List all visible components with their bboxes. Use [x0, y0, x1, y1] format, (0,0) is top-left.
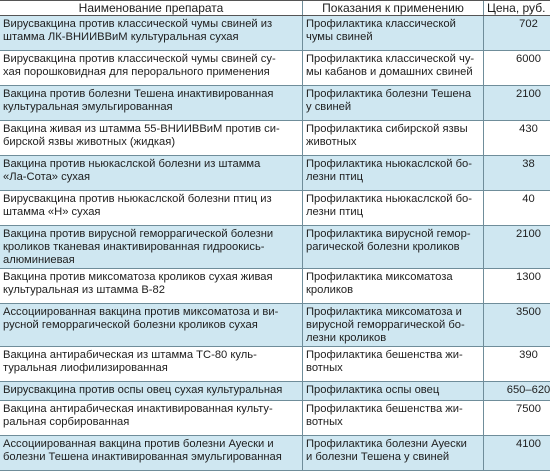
indication-cell-line: рагической болезни кроликов	[306, 241, 480, 254]
drug-name-cell-line: Вакцина антирабическая инактивированная культу-	[3, 403, 299, 416]
drug-name-cell-line: штамма ЛК-ВНИИВВиМ культуральная сухая	[3, 31, 299, 44]
price-cell: 4100	[484, 436, 550, 471]
indication-cell-line: Профилактика классической чу-	[306, 53, 480, 66]
column-header-indication: Показания к применению	[303, 1, 484, 16]
drug-name-cell-line: Вакцина против вирусной геморрагической болезни	[3, 228, 299, 241]
table-row	[0, 191, 550, 226]
drug-name-cell	[0, 347, 303, 382]
price-cell: 38	[484, 156, 550, 191]
indication-cell-line: вотных	[306, 416, 480, 429]
drug-name-cell-line: культуральная из штамма В-82	[3, 284, 299, 297]
indication-cell	[303, 436, 484, 471]
indication-cell-line: вирусной геморрагической бо-	[306, 319, 480, 332]
table-row	[0, 304, 550, 347]
table-row	[0, 347, 550, 382]
drug-name-cell	[0, 401, 303, 436]
price-cell: 390	[484, 347, 550, 382]
price-cell: 7500	[484, 401, 550, 436]
drug-name-cell-line: Вакцина антирабическая из штамма ТС-80 куль-	[3, 349, 299, 362]
price-cell: 2100	[484, 86, 550, 121]
indication-cell-line: мы кабанов и домашних свиней	[306, 66, 480, 79]
price-cell: 40	[484, 191, 550, 226]
drug-name-cell-line: бирской язвы животных (жидкая)	[3, 136, 299, 149]
indication-cell	[303, 156, 484, 191]
drug-name-cell-line: Вакцина против миксоматоза кроликов сухая живая	[3, 271, 299, 284]
indication-cell-line: лезни птиц	[306, 206, 480, 219]
drug-name-cell-line: алюминиевая	[3, 254, 299, 267]
indication-cell	[303, 401, 484, 436]
drug-name-cell-line: Вакцина против ньюкаслской болезни из штамма	[3, 158, 299, 171]
drug-name-cell	[0, 269, 303, 304]
indication-cell	[303, 382, 484, 401]
indication-cell-line: Профилактика миксоматоза	[306, 271, 480, 284]
indication-cell-line: Профилактика оспы овец	[306, 384, 480, 397]
indication-cell-line: Профилактика ньюкаслской бо-	[306, 193, 480, 206]
drug-name-cell-line: Ассоциированная вакцина против болезни Ауески и	[3, 438, 299, 451]
drug-name-cell-line: штамма «Н» сухая	[3, 206, 299, 219]
indication-cell	[303, 269, 484, 304]
indication-cell	[303, 191, 484, 226]
indication-cell	[303, 121, 484, 156]
indication-cell-line: Профилактика ньюкаслской бо-	[306, 158, 480, 171]
price-cell: 702	[484, 16, 550, 51]
drug-name-cell-line: Ассоциированная вакцина против миксоматоза и ви-	[3, 306, 299, 319]
table-row	[0, 86, 550, 121]
indication-cell-line: Профилактика классической	[306, 18, 480, 31]
indication-cell-line: Профилактика бешенства жи-	[306, 349, 480, 362]
drug-name-cell-line: кроликов тканевая инактивированная гидроокись-	[3, 241, 299, 254]
indication-cell	[303, 304, 484, 347]
indication-cell-line: Профилактика болезни Тешена	[306, 88, 480, 101]
indication-cell-line: чумы свиней	[306, 31, 480, 44]
indication-cell-line: Профилактика болезни Ауески	[306, 438, 480, 451]
drug-name-cell	[0, 156, 303, 191]
table-row	[0, 51, 550, 86]
drug-name-cell	[0, 226, 303, 269]
table-row	[0, 16, 550, 51]
indication-cell-line: у свиней	[306, 101, 480, 114]
table-row	[0, 121, 550, 156]
drug-name-cell-line: Вирусвакцина против оспы овец сухая культуральная	[3, 384, 299, 397]
drug-name-cell	[0, 382, 303, 401]
column-header-name: Наименование препарата	[0, 1, 303, 16]
table-row	[0, 401, 550, 436]
drug-name-cell	[0, 51, 303, 86]
column-header-price: Цена, руб.	[484, 1, 550, 16]
indication-cell	[303, 226, 484, 269]
table-body	[0, 16, 550, 471]
drug-name-cell	[0, 436, 303, 471]
drug-name-cell-line: туральная лиофилизированная	[3, 362, 299, 375]
price-cell: 2100	[484, 226, 550, 269]
drug-name-cell-line: хая порошковидная для перорального применения	[3, 66, 299, 79]
indication-cell	[303, 347, 484, 382]
drug-name-cell-line: русной геморрагической болезни кроликов сухая	[3, 319, 299, 332]
drug-name-cell-line: Вакцина живая из штамма 55-ВНИИВВиМ против си-	[3, 123, 299, 136]
price-cell: 650–620	[484, 382, 550, 401]
price-cell: 1300	[484, 269, 550, 304]
drug-name-cell	[0, 16, 303, 51]
table-row	[0, 436, 550, 471]
price-cell: 6000	[484, 51, 550, 86]
drug-name-cell-line: ральная сорбированная	[3, 416, 299, 429]
price-cell: 430	[484, 121, 550, 156]
table-row	[0, 226, 550, 269]
indication-cell-line: вотных	[306, 362, 480, 375]
drug-name-cell	[0, 86, 303, 121]
drug-name-cell-line: Вирусвакцина против классической чумы свиней из	[3, 18, 299, 31]
drug-name-cell-line: Вирусвакцина против ньюкаслской болезни птиц из	[3, 193, 299, 206]
drug-name-cell	[0, 304, 303, 347]
indication-cell	[303, 51, 484, 86]
drug-name-cell-line: Вакцина против болезни Тешена инактивированная	[3, 88, 299, 101]
drug-name-cell	[0, 121, 303, 156]
indication-cell-line: животных	[306, 136, 480, 149]
table-row	[0, 156, 550, 191]
price-cell: 3500	[484, 304, 550, 347]
indication-cell-line: лезни кроликов	[306, 332, 480, 345]
indication-cell	[303, 16, 484, 51]
indication-cell-line: Профилактика вирусной гемор-	[306, 228, 480, 241]
indication-cell	[303, 86, 484, 121]
indication-cell-line: кроликов	[306, 284, 480, 297]
indication-cell-line: лезни птиц	[306, 171, 480, 184]
drug-name-cell-line: Вирусвакцина против классической чумы свиней су-	[3, 53, 299, 66]
table-row	[0, 382, 550, 401]
indication-cell-line: Профилактика бешенства жи-	[306, 403, 480, 416]
drug-name-cell-line: «Ла-Сота» сухая	[3, 171, 299, 184]
drug-name-cell	[0, 191, 303, 226]
table-row	[0, 269, 550, 304]
drug-name-cell-line: болезни Тешена инактивированная эмульгированная	[3, 451, 299, 464]
indication-cell-line: и болезни Тешена у свиней	[306, 451, 480, 464]
table-header-row	[0, 1, 550, 16]
indication-cell-line: Профилактика сибирской язвы	[306, 123, 480, 136]
drug-name-cell-line: культуральная эмульгированная	[3, 101, 299, 114]
indication-cell-line: Профилактика миксоматоза и	[306, 306, 480, 319]
